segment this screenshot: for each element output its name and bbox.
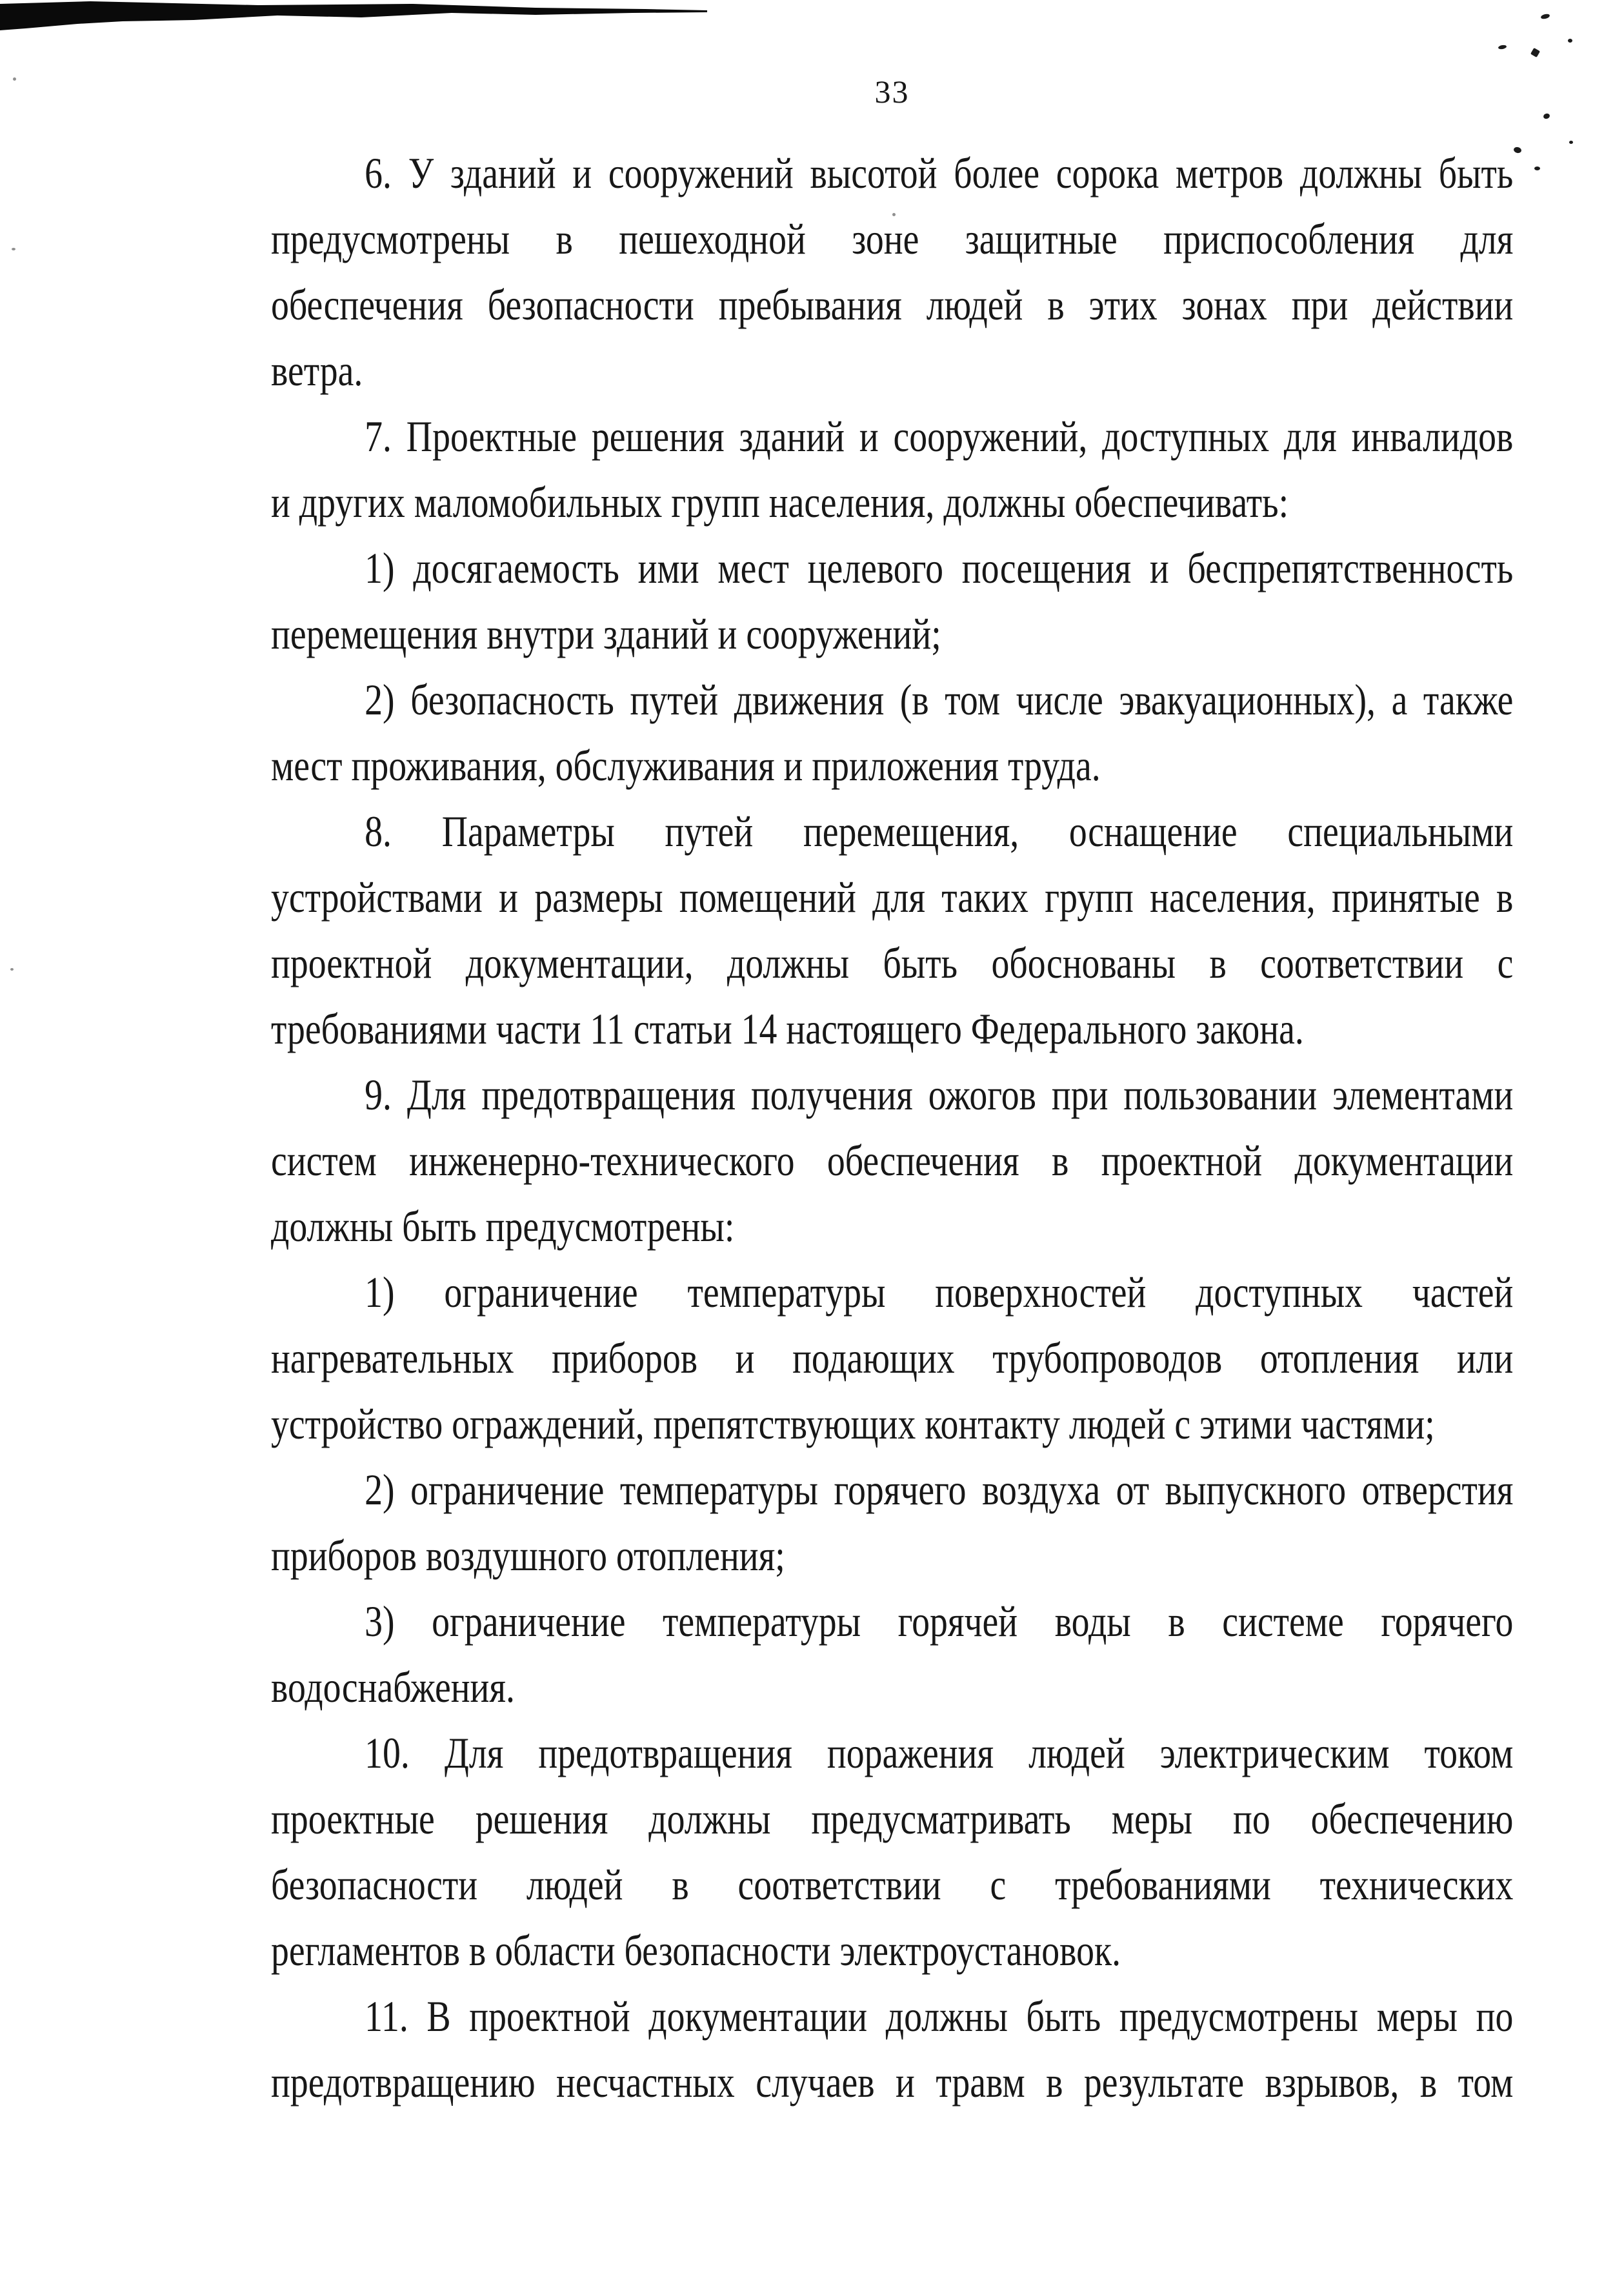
text-line: перемещения внутри зданий и сооружений; [271,609,941,658]
scan-speck [12,248,15,250]
scan-speck [1543,113,1550,120]
text-line: должны быть предусмотрены: [271,1202,735,1251]
scan-artifact-bar [0,0,710,32]
text-line: 2) безопасность путей движения (в том числе эвакуационных), а также [365,675,1514,724]
text-line: систем инженерно-технического обеспечения в проектной документации [271,1136,1514,1185]
text-line: устройствами и размеры помещений для таких групп населения, принятые в [271,873,1514,922]
text-line: проектной документации, должны быть обоснованы в соответствии с [271,938,1514,987]
scan-speck [1513,146,1522,154]
scan-speck [1534,167,1540,170]
text-line: устройство ограждений, препятствующих контакту людей с этими частями; [271,1399,1435,1448]
text-line: обеспечения безопасности пребывания людей в этих зонах при действии [271,280,1514,329]
text-line: 2) ограничение температуры горячего воздуха от выпускного отверстия [365,1465,1514,1514]
scan-speck [1540,13,1550,19]
scan-speck [1568,39,1572,43]
text-line: 11. В проектной документации должны быть предусмотрены меры по [365,1992,1514,2041]
text-line: и других маломобильных групп населения, должны обеспечивать: [271,478,1289,527]
text-line: 7. Проектные решения зданий и сооружений, доступных для инвалидов [365,412,1514,461]
text-line: мест проживания, обслуживания и приложения труда. [271,741,1101,790]
text-line: требованиями части 11 статьи 14 настоящего Федерального закона. [271,1004,1304,1053]
text-line: проектные решения должны предусматривать меры по обеспечению [271,1794,1514,1843]
text-line: 1) досягаемость ими мест целевого посещения и беспрепятственность [365,543,1514,592]
text-line: приборов воздушного отопления; [271,1531,785,1580]
text-line: 10. Для предотвращения поражения людей электрическим током [365,1728,1514,1777]
text-line: нагревательных приборов и подающих трубопроводов отопления или [271,1333,1514,1382]
text-line: 1) ограничение температуры поверхностей доступных частей [365,1268,1514,1317]
scan-speck [1498,45,1507,50]
scan-speck [13,77,16,81]
text-line: водоснабжения. [271,1662,515,1712]
scan-speck [1569,141,1573,144]
text-line: 9. Для предотвращения получения ожогов при пользовании элементами [365,1070,1514,1119]
text-line: регламентов в области безопасности электроустановок. [271,1926,1121,1975]
scan-speck [1530,48,1540,57]
text-line: безопасности людей в соответствии с требованиями технических [271,1860,1514,1909]
scan-speck [10,968,14,971]
text-line: ветра. [271,346,363,395]
text-line: предусмотрены в пешеходной зоне защитные приспособления для [271,214,1514,263]
document-body [271,140,1513,2115]
page-number: 33 [874,74,910,110]
text-line: 3) ограничение температуры горячей воды в системе горячего [365,1597,1514,1646]
text-line: предотвращению несчастных случаев и травм в результате взрывов, в том [271,2057,1514,2106]
text-line: 8. Параметры путей перемещения, оснащение специальными [365,807,1514,856]
text-line: 6. У зданий и сооружений высотой более сорока метров должны быть [365,148,1514,197]
